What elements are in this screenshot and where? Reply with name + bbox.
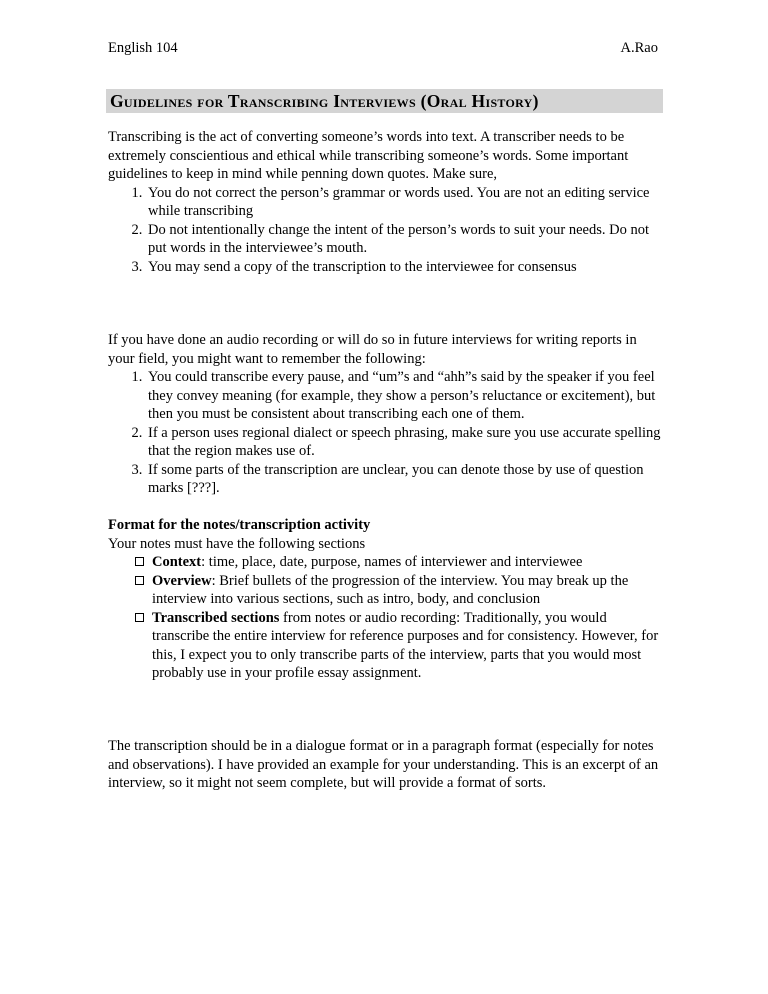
intro-paragraph: Transcribing is the act of converting someone’s words into text. A transcriber needs to be extremely conscientious and ethical while transcribing someone’s words. Some important guidelines to keep in mind while penning down quotes. Make sure, [108, 129, 629, 182]
closing-section [108, 737, 663, 793]
closing-paragraph: The transcription should be in a dialogue format or in a paragraph format (especially for notes and observations). I have provided an example for your understanding. This is an excerpt of an interview, so it might not seem complete, but will provide a format of sorts. [108, 738, 659, 791]
intro-section [108, 128, 663, 276]
format-lead: Your notes must have the following sections [108, 535, 366, 552]
checkbox-icon [135, 576, 144, 585]
checkbox-icon [135, 613, 144, 622]
audio-list [108, 368, 663, 498]
format-section [108, 516, 663, 683]
intro-list [108, 184, 663, 277]
audio-section [108, 331, 663, 498]
list-item: Overview: Brief bullets of the progression of the interview. You may break up the interview into various sections, such as intro, body, and conclusion [152, 572, 663, 609]
list-item: 2. If a person uses regional dialect or speech phrasing, make sure you use accurate spelling that the region makes use of. [146, 424, 663, 461]
list-item: 1. You could transcribe every pause, and “um”s and “ahh”s said by the speaker if you feel they convey meaning (for example, they show a person’s reluctance or excitement), but then you must be consistent about transcribing each one of them. [146, 368, 663, 424]
format-list [108, 553, 663, 683]
list-item: 3. You may send a copy of the transcription to the interviewee for consensus [146, 258, 663, 277]
list-item: Context: time, place, date, purpose, names of interviewer and interviewee [152, 553, 663, 572]
list-item: Transcribed sections from notes or audio recording: Traditionally, you would transcribe the entire interview for reference purposes and for consistency. However, for this, I expect you to only transcribe parts of the interview, parts that you would most probably use in your profile essay assignment. [152, 609, 663, 683]
list-item: 2. Do not intentionally change the intent of the person’s words to suit your needs. Do not put words in the interviewee’s mouth. [146, 221, 663, 258]
list-item: 1. You do not correct the person’s grammar or words used. You are not an editing service while transcribing [146, 184, 663, 221]
course-name: English 104 [108, 40, 178, 56]
document-title: Guidelines for Transcribing Interviews (Oral History) [106, 89, 663, 113]
author-name: A.Rao [620, 40, 658, 56]
audio-paragraph: If you have done an audio recording or will do so in future interviews for writing reports in your field, you might want to remember the following: [108, 332, 637, 367]
checkbox-icon [135, 557, 144, 566]
format-heading: Format for the notes/transcription activity [108, 517, 371, 533]
list-item: 3. If some parts of the transcription are unclear, you can denote those by use of question marks [???]. [146, 461, 663, 498]
